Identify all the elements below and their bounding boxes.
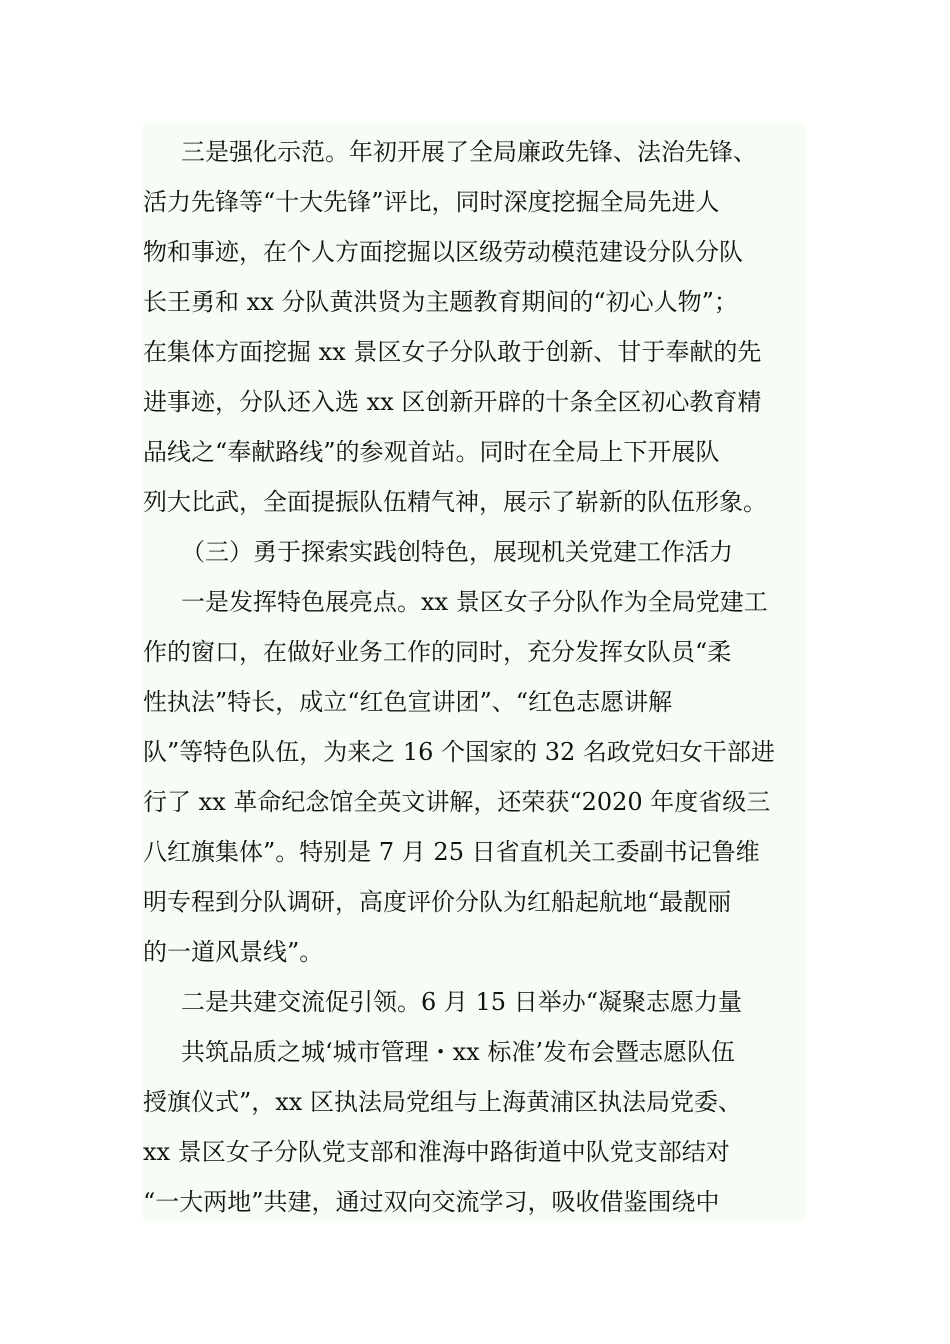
text-line: 在集体方面挖掘 xx 景区女子分队敢于创新、甘于奉献的先 <box>143 338 762 366</box>
section-heading: （三）勇于探索实践创特色，展现机关党建工作活力 <box>181 538 733 566</box>
text-line: 二是共建交流促引领。6 月 15 日举办“凝聚志愿力量 <box>181 988 742 1016</box>
text-line: 进事迹，分队还入选 xx 区创新开辟的十条全区初心教育精 <box>143 388 762 416</box>
text-line: 长王勇和 xx 分队黄洪贤为主题教育期间的“初心人物”； <box>143 288 738 316</box>
text-line: 的一道风景线”。 <box>143 938 324 966</box>
text-line: 列大比武，全面提振队伍精气神，展示了崭新的队伍形象。 <box>143 488 767 516</box>
document-body <box>143 123 806 1221</box>
text-line: “一大两地”共建，通过双向交流学习，吸收借鉴围绕中 <box>143 1188 720 1216</box>
text-line: 三是强化示范。年初开展了全局廉政先锋、法治先锋、 <box>181 138 757 166</box>
text-line: 授旗仪式”，xx 区执法局党组与上海黄浦区执法局党委、 <box>143 1088 742 1116</box>
text-line: 八红旗集体”。特别是 7 月 25 日省直机关工委副书记鲁维 <box>143 838 760 866</box>
text-line: 明专程到分队调研，高度评价分队为红船起航地“最靓丽 <box>143 888 732 916</box>
text-line: 性执法”特长，成立“红色宣讲团”、“红色志愿讲解 <box>143 688 673 716</box>
text-line: 一是发挥特色展亮点。xx 景区女子分队作为全局党建工 <box>181 588 768 616</box>
text-line: 行了 xx 革命纪念馆全英文讲解，还荣获“2020 年度省级三 <box>143 788 771 816</box>
text-line: 物和事迹，在个人方面挖掘以区级劳动模范建设分队分队 <box>143 238 743 266</box>
text-line: 队”等特色队伍，为来之 16 个国家的 32 名政党妇女干部进 <box>143 738 775 766</box>
text-line: 活力先锋等“十大先锋”评比，同时深度挖掘全局先进人 <box>143 188 720 216</box>
text-line: 作的窗口，在做好业务工作的同时，充分发挥女队员“柔 <box>143 638 732 666</box>
text-line: 品线之“奉献路线”的参观首站。同时在全局上下开展队 <box>143 438 720 466</box>
text-line: xx 景区女子分队党支部和淮海中路街道中队党支部结对 <box>143 1138 730 1166</box>
text-line: 共筑品质之城‘城市管理・xx 标准’发布会暨志愿队伍 <box>181 1038 735 1066</box>
